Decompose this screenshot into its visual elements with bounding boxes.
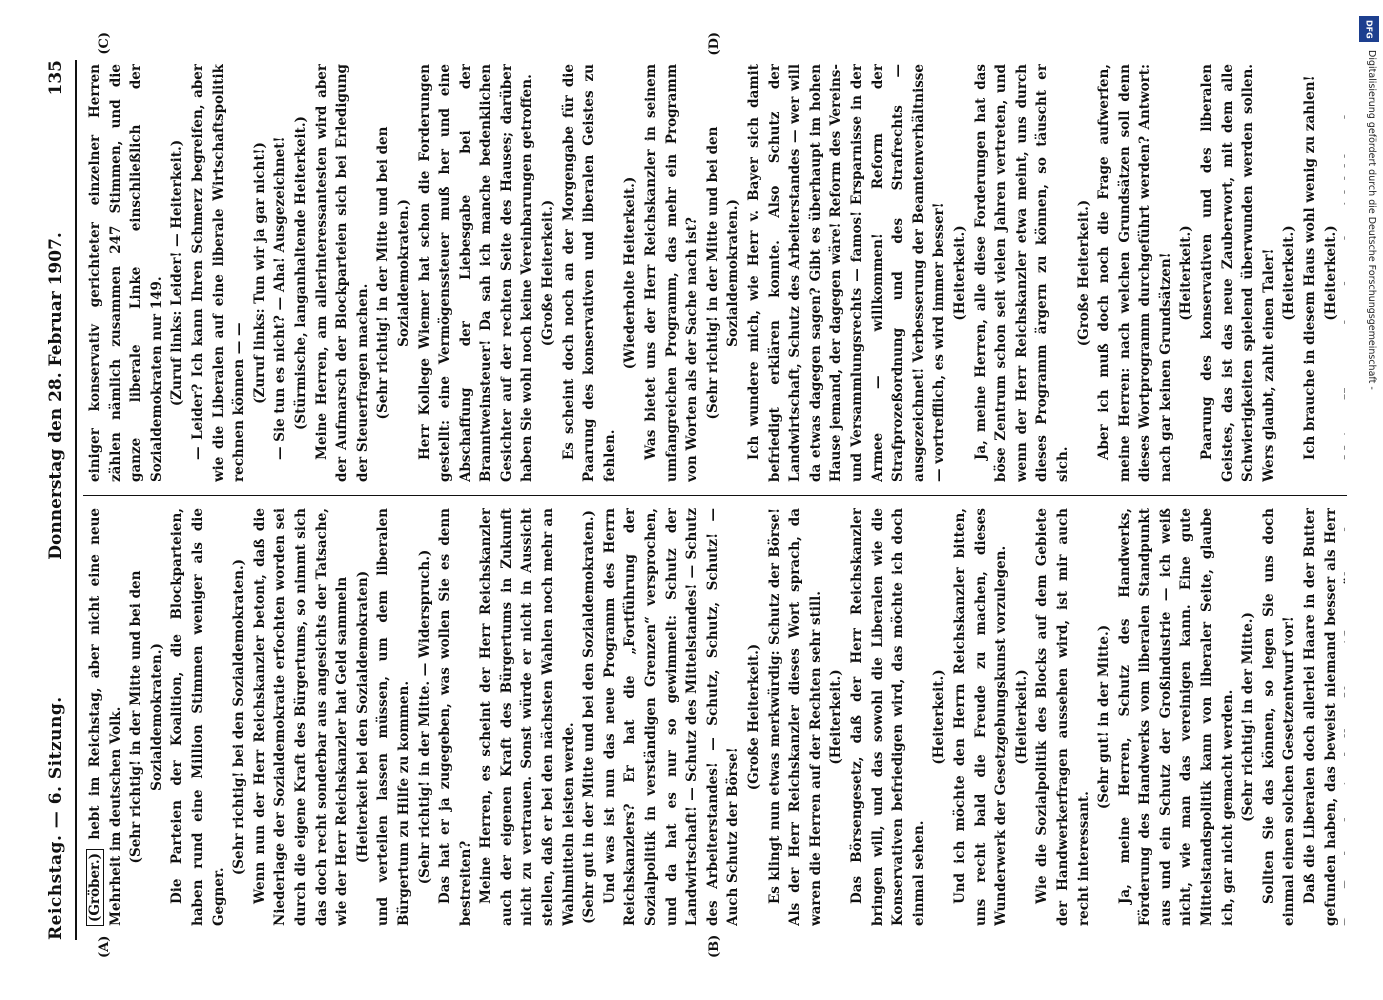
- paragraph: [1300, 508, 1345, 926]
- interjection: [702, 64, 743, 482]
- paragraph: [970, 64, 1073, 482]
- paragraph-text: Ja, meine Herren, alle diese Forderungen hat das böse Zentrum schon seit vielen Jahren vertreten, und wenn der Herr Reichskanzler etwa meint, uns durch dieses Programm ärgern zu können, so täuscht er sich.: [972, 64, 1071, 482]
- paragraph-text: (Sehr richtig! in der Mitte und bei den Sozialdemokraten.): [127, 570, 165, 864]
- interjection: [579, 508, 600, 926]
- paragraph: [167, 508, 229, 926]
- paragraph-text: und verteilen lassen müssen, um dem liberalen Bürgertum zu Hilfe zu kommen.: [374, 508, 412, 926]
- digitization-stamp: [1355, 10, 1379, 990]
- paragraph-text: Das Börsengesetz, daß der Herr Reichskanzler bringen will, und das sowohl die Liberalen wie die Konservativen befriedigen wird, das möchte ich doch einmal sehen.: [848, 508, 927, 926]
- interjection: [167, 64, 188, 482]
- paragraph-text: (Heiterkeit.): [951, 225, 968, 321]
- interjection: [1279, 64, 1300, 482]
- paragraph: [1197, 64, 1279, 482]
- paragraph: [249, 508, 352, 926]
- rotated-newspaper-page: [27, 30, 1357, 970]
- paragraph-text: (Große Heiterkeit.): [539, 199, 556, 347]
- paragraph-text: Meine Herren, am allerinteressantesten wird aber der Aufmarsch der Blockparteien sich bei Erledigung der Steuerfragen machen.: [313, 64, 371, 482]
- paragraph: [1114, 508, 1238, 926]
- paragraph: [744, 64, 950, 482]
- right-column: [85, 64, 1345, 482]
- paragraph-text: (Heiterkeit.): [1177, 225, 1194, 321]
- paragraph: [1258, 508, 1299, 926]
- paragraph-text: [1343, 64, 1345, 482]
- interjection: [744, 508, 765, 926]
- paragraph-text: (Heiterkeit.): [1280, 225, 1297, 321]
- paragraph-text: Es klingt nun etwas merkwürdig: Schutz der Börse! Als der Herr Reichskanzler dieses Wort sprach, da waren die Herren auf der Rechten sehr still.: [766, 508, 824, 926]
- paragraph: [311, 64, 373, 482]
- paragraph-text: (Heiterkeit.): [1322, 225, 1339, 321]
- interjection: [414, 508, 435, 926]
- paragraph-text: (Sehr gut in der Mitte und bei den Sozialdemokraten.): [580, 510, 597, 924]
- paragraph: [846, 508, 928, 926]
- interjection: [949, 64, 970, 482]
- header-session: Reichstag. — 6. Sitzung.: [45, 696, 66, 940]
- interjection: [249, 64, 270, 482]
- paragraph-text: Ich brauche in diesem Haus wohl wenig zu zahlen!: [1301, 75, 1318, 460]
- paragraph-text: Aber ich muß doch noch die Frage aufwerfen, meine Herren: nach welchen Grundsätzen soll denn dieses Wortprogramm durchgeführt werden? Antwort: nach gar keinen Grundsätzen!: [1095, 64, 1174, 482]
- paragraph: [435, 508, 476, 926]
- paragraph-text: Sollten Sie das können, so legen Sie uns doch einmal einen solchen Gesetzentwurf vor!: [1260, 508, 1297, 926]
- interjection: [1176, 64, 1197, 482]
- header-date: Donnerstag den 28. Februar 1907.: [45, 232, 66, 560]
- paragraph-text: (Heiterkeit.): [827, 669, 844, 765]
- margin-marker-b: (B): [706, 934, 722, 958]
- paragraph-text: Es scheint doch noch an der Morgengabe für die Paarung des konservativen und liberalen Geistes zu fehlen.: [560, 64, 618, 482]
- speaker-label: (Gröber.): [86, 849, 104, 926]
- paragraph-text: (Wiederholte Heiterkeit.): [621, 176, 638, 370]
- paragraph-text: Wie die Sozialpolitik des Blocks auf dem Gebiete der Handwerkerfragen aussehen wird, ist mir auch recht interessant.: [1033, 508, 1091, 926]
- margin-marker-c: (C): [96, 32, 112, 55]
- paragraph-text: Paarung des konservativen und des liberalen Geistes, das ist das neue Zauberwort, mit dem alle Schwierigkeiten spielend überwunden werden sollen. Wers glaubt, zahlt einen Taler!: [1198, 64, 1277, 482]
- paragraph-text: (Heiterkeit.): [930, 669, 947, 765]
- page-number: 135: [45, 60, 66, 96]
- paragraph: [949, 508, 1011, 926]
- paragraph: [599, 508, 743, 926]
- paragraph-text: (Sehr richtig! bei den Sozialdemokraten.): [230, 558, 247, 876]
- interjection: [826, 508, 847, 926]
- paragraph-text: (Zuruf links: Tun wir ja gar nicht!): [251, 142, 268, 404]
- paragraph-text: (Sehr richtig! in der Mitte und bei den Sozialdemokraten.): [704, 126, 741, 420]
- paragraph-text: (Sehr richtig! in der Mitte und bei den Sozialdemokraten.): [374, 126, 412, 420]
- paragraph-text: (Heiterkeit bei den Sozialdemokraten): [354, 570, 371, 864]
- interjection: [1094, 508, 1115, 926]
- paragraph-text: (Zuruf links: Leider! — Heiterkeit.): [168, 139, 185, 407]
- interjection: [352, 508, 373, 926]
- paragraph: [85, 64, 167, 482]
- paragraph: [764, 508, 826, 926]
- paragraph-text: (Große Heiterkeit.): [745, 643, 762, 791]
- column-divider: [83, 495, 1347, 496]
- paragraph-text: (Sehr richtig! in der Mitte.): [1239, 612, 1256, 822]
- paragraph-text: (Stürmische, langanhaltende Heiterkeit.): [292, 116, 309, 430]
- interjection: [229, 508, 250, 926]
- paragraph: [373, 508, 414, 926]
- paragraph: [476, 508, 579, 926]
- paragraph: [641, 64, 703, 482]
- paragraph-text: Die Parteien der Koalition, die Blockparteien, haben rund eine Million Stimmen weniger als die Gegner.: [168, 508, 227, 926]
- paragraph-text: — Leider? Ich kann Ihren Schmerz begreifen, aber wie die Liberalen auf eine liberale Wirtschaftspolitik rechnen können — —: [189, 64, 247, 482]
- interjection: [929, 508, 950, 926]
- paragraph-text: Herr Kollege Wiemer hat schon die Forderungen gestellt: eine Vermögenssteuer muß her und eine Abschaffung der Liebesgabe bei der Branntweinsteuer! Da sah ich manche bedenklichen Gesichter auf der rechten Seite des Hauses; darüber haben Sie wohl noch keine Vereinbarungen getroffen.: [416, 64, 535, 482]
- margin-marker-d: (D): [706, 32, 722, 56]
- dfg-logo: DFG: [1359, 16, 1379, 42]
- header-rule: [75, 60, 77, 940]
- paragraph: [1341, 64, 1345, 482]
- digitization-note: Digitalisierung gefördert durch die Deutsche Forschungsgemeinschaft -: [1366, 50, 1377, 390]
- interjection: [538, 64, 559, 482]
- paragraph-text: Was bietet uns der Herr Reichskanzler in seinem umfangreichen Programm, das mehr ein Programm von Worten als der Sache nach ist?: [642, 64, 700, 482]
- interjection: [1011, 508, 1032, 926]
- paragraph: [187, 64, 249, 482]
- paragraph: [1094, 64, 1176, 482]
- paragraph-text: — Sie tun es nicht? — Aha! Ausgezeichnet!: [271, 136, 288, 460]
- interjection: [290, 64, 311, 482]
- paragraph-text: (Heiterkeit.): [1013, 669, 1030, 765]
- paragraph-text: (Sehr gut! in der Mitte.): [1095, 624, 1112, 810]
- paragraph-text: hebt im Reichstag, aber nicht eine neue Mehrheit im deutschen Volk.: [86, 508, 124, 926]
- paragraph-text: einiger konservativ gerichteter einzelner Herren zählen nämlich zusammen 247 Stimmen, und die ganze liberale Linke einschließlich der Sozialdemokraten nur 149.: [86, 64, 165, 482]
- paragraph-text: (Sehr richtig! in der Mitte. — Widerspruch.): [416, 549, 432, 885]
- paragraph: [558, 64, 620, 482]
- page-header: [39, 60, 73, 940]
- margin-marker-a: (A): [96, 935, 112, 958]
- interjection: [620, 64, 641, 482]
- paragraph: [1300, 64, 1321, 482]
- paragraph-text: Meine Herren, es scheint der Herr Reichskanzler auch der eigenen Kraft des Bürgertums in Zukunft nicht zu vertrauen. Sonst würde er nicht in Aussicht stellen, daß er bei den nächsten Wahlen noch mehr an Wahlmitteln leisten werde.: [477, 508, 577, 926]
- interjection: [1238, 508, 1259, 926]
- paragraph: [414, 64, 538, 482]
- paragraph-text: Und ich möchte den Herrn Reichskanzler bitten, uns recht bald die Freude zu machen, dieses Wunderwerk der Gesetzgebungskunst vorzulegen.: [951, 508, 1009, 926]
- paragraph: [85, 508, 126, 926]
- paragraph-text: Wenn nun der Herr Reichskanzler betont, daß die Niederlage der Sozialdemokratie erfochten worden sei durch die eigene Kraft des Bürgertums, so nimmt sich das doch recht sonderbar aus angesichts der Tatsache, wie der Herr Reichskanzler hat Geld sammeln: [251, 508, 350, 926]
- paragraph-text: Das hat er ja zugegeben, was wollen Sie es denn bestreiten?: [436, 508, 474, 926]
- paragraph-text: Ja, meine Herren, Schutz des Handwerks, Förderung des Handwerks vom liberalen Standpunkt aus und ein Schutz der Großindustrie — ich weiß nicht, wie man das vereinigen kann. Eine gute Mittelstandspolitik kann von liberaler Seite, glaube ich, gar nicht gemacht werden.: [1116, 508, 1236, 926]
- paragraph-text: Und was ist nun das neue Programm des Herrn Reichskanzlers? Er hat die „Fortführung der Sozialpolitik in verständigen Grenzen“ versprochen, und da hat es nur so gewimmelt: Schutz der Landwirtschaft! — Schutz des Mittelstandes! — Schutz des Arbeiterstandes! — Schutz, Schutz, Schutz! — Auch Schutz der Börse!: [601, 508, 741, 926]
- paragraph: [1032, 508, 1094, 926]
- left-column: [85, 508, 1345, 926]
- interjection: [1073, 64, 1094, 482]
- paragraph-text: Daß die Liberalen doch allerlei Haare in der Butter gefunden haben, das beweist niemand besser als Herr: [1301, 508, 1339, 926]
- interjection: [1320, 64, 1341, 482]
- interjection: [373, 64, 414, 482]
- paragraph-text: Ich wundere mich, wie Herr v. Bayer sich damit befriedigt erklären konnte. Also Schutz der Landwirtschaft, Schutz des Arbeiterstandes — wer will da etwas dagegen sagen? Gibt es überhaupt im hohen Hause jemand, der dagegen wäre! Reform des Vereins- und Versammlungsrechts — famos! Ersparnisse in der Armee — willkommen! Reform der Strafprozeßordnung und des Strafrechts — ausgezeichnet! Verbesserung der Beamtenverhältnisse — vortrefflich, es wird immer besser!: [745, 64, 947, 482]
- paragraph-text: (Große Heiterkeit.): [1075, 199, 1091, 347]
- paragraph: [270, 64, 291, 482]
- interjection: [126, 508, 167, 926]
